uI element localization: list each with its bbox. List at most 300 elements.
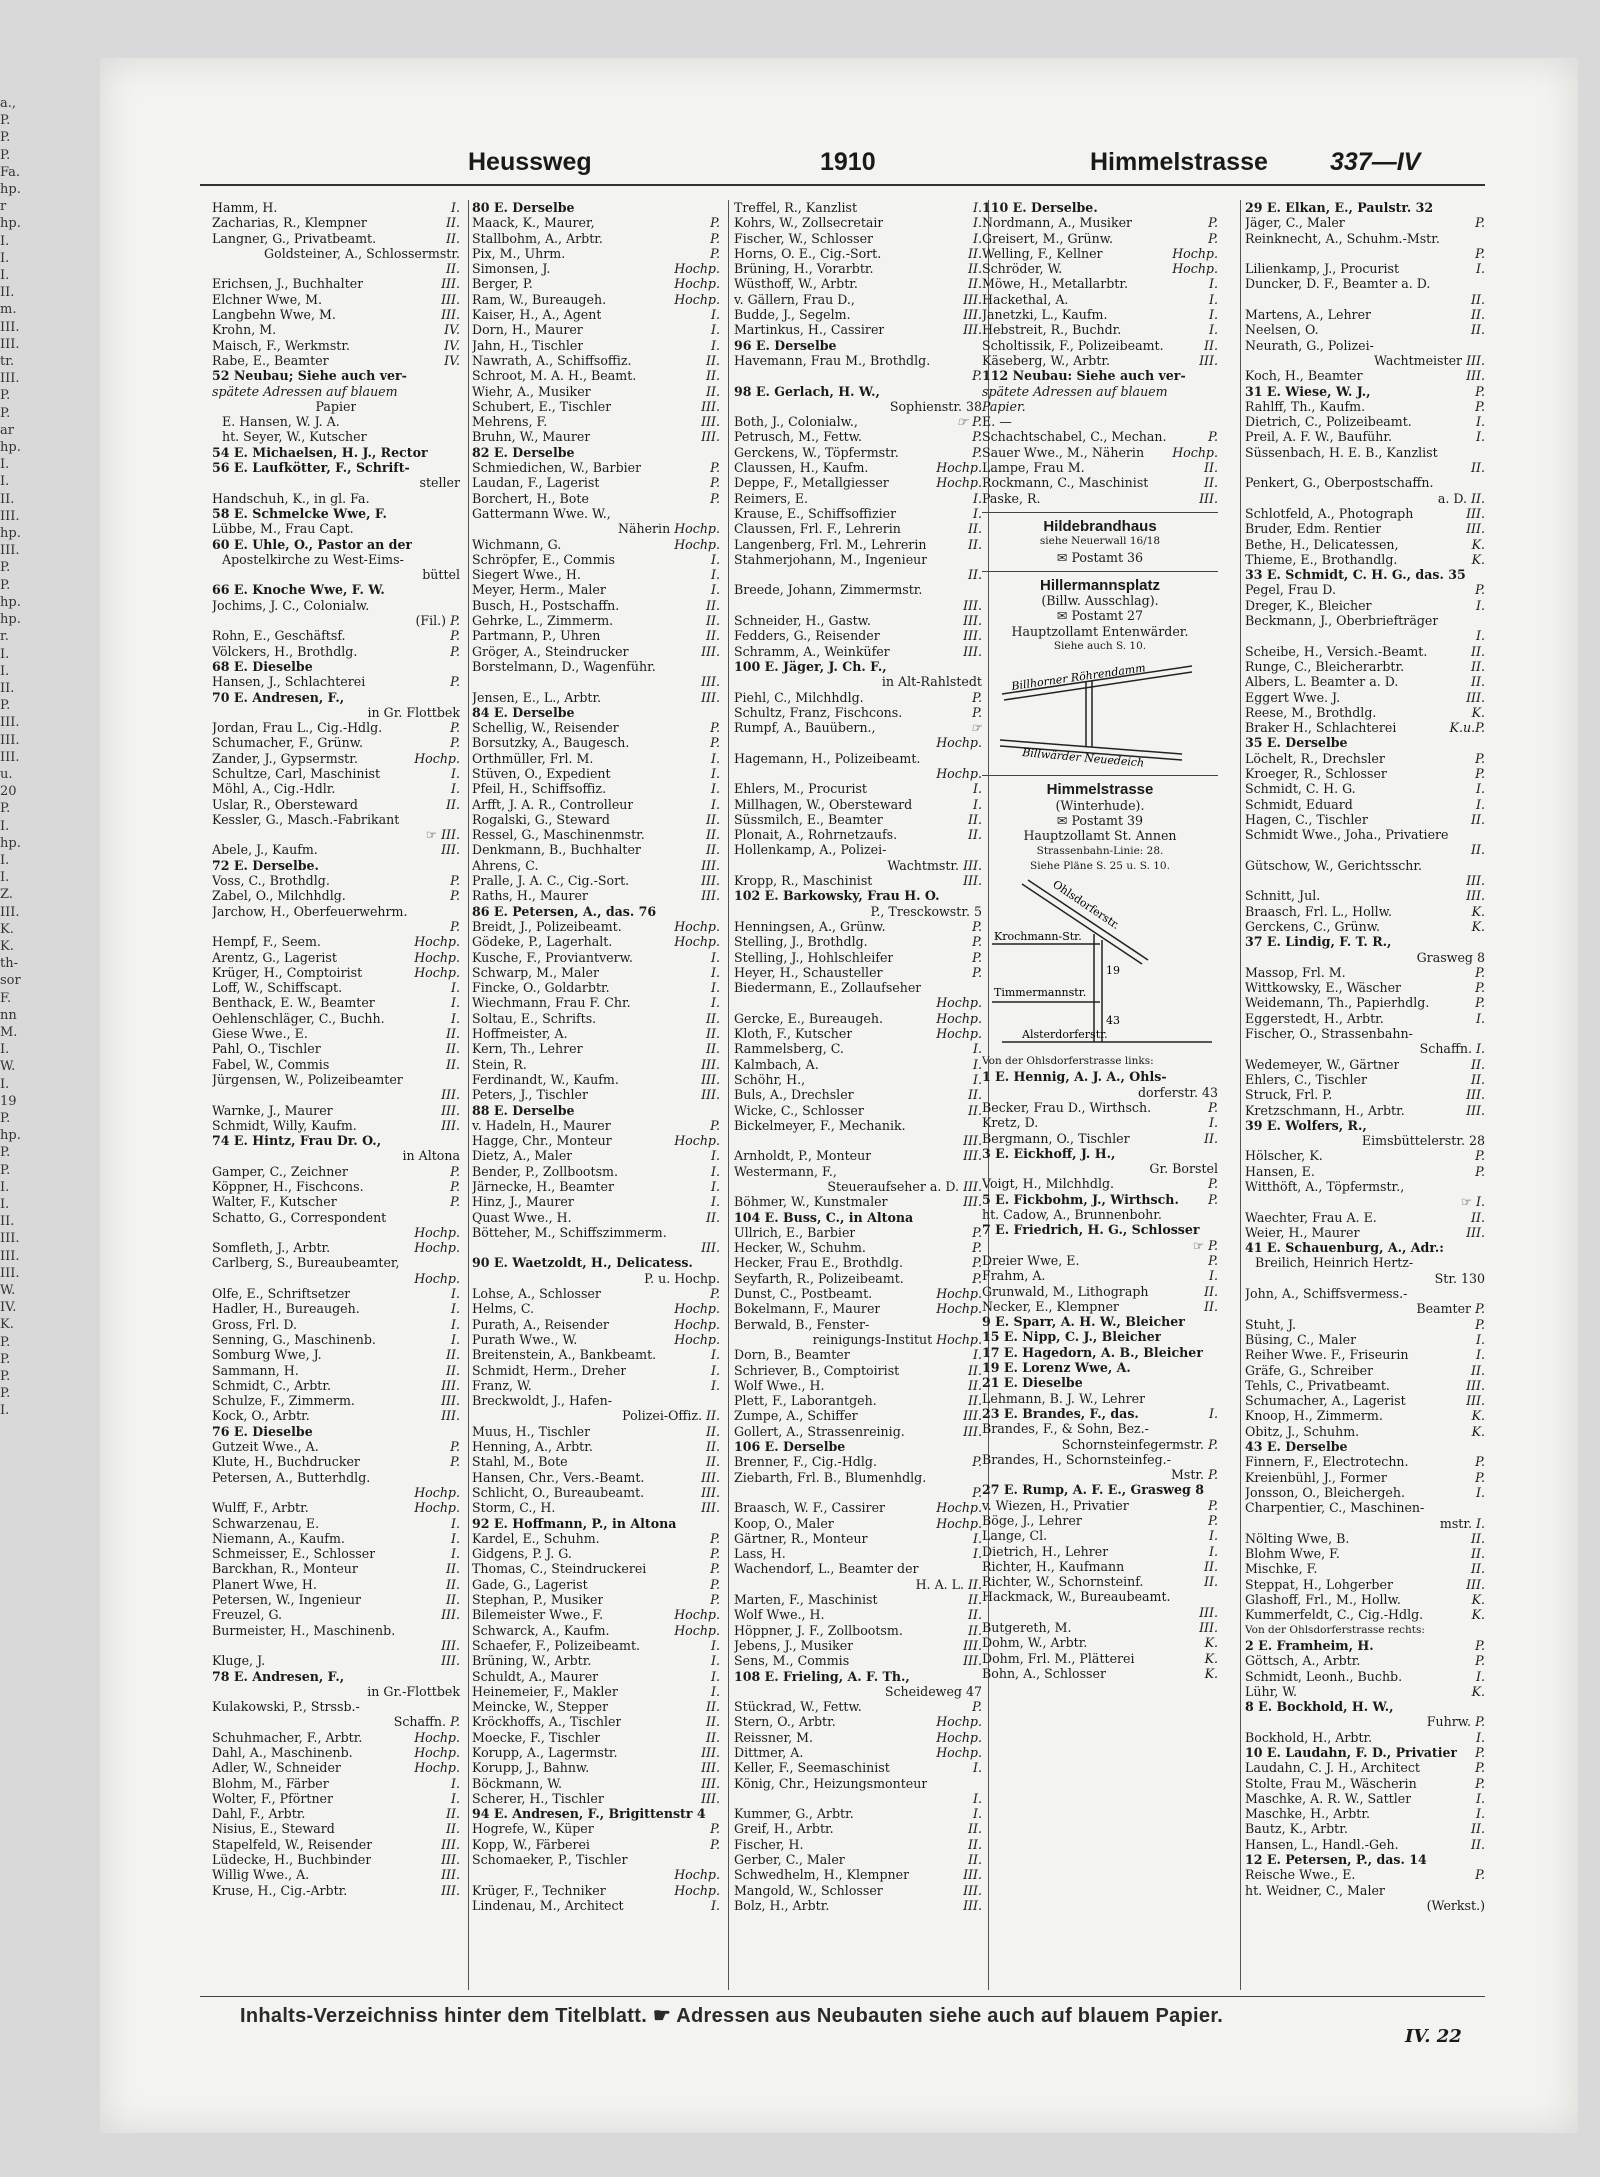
resident-entry: [472, 1393, 720, 1408]
resident-entry: [982, 322, 1218, 337]
resident-entry: [1245, 598, 1485, 613]
entry-text: Zumpe, A., Schiffer: [734, 1408, 858, 1424]
floor-marker: P.: [710, 460, 720, 476]
resident-entry: [1245, 368, 1485, 383]
margin-fragment: W.: [0, 1059, 16, 1075]
floor-marker: P.: [972, 429, 982, 445]
resident-entry: [982, 1513, 1218, 1528]
entry-text: Arfft, J. A. R., Controlleur: [472, 796, 634, 812]
entry-text: Gamper, C., Zeichner: [212, 1163, 348, 1179]
resident-entry: [472, 735, 720, 750]
entry-text: Zacharias, R., Klempner: [212, 215, 367, 231]
floor-marker: I.: [1476, 1515, 1485, 1531]
resident-entry: [212, 1730, 460, 1745]
entry-text: Eggerstedt, H., Arbtr.: [1245, 1010, 1384, 1026]
entry-text: Gerber, C., Maler: [734, 1852, 845, 1868]
floor-marker: P.: [450, 888, 460, 904]
entry-text: Brüning, H., Vorarbtr.: [734, 261, 874, 277]
resident-entry: [472, 307, 720, 322]
floor-marker: III.: [963, 1148, 982, 1164]
margin-fragment: III.: [0, 336, 20, 352]
resident-entry: [734, 781, 982, 796]
floor-marker: Hochp.: [414, 1744, 460, 1760]
entry-text: Schulze, F., Zimmerm.: [212, 1393, 355, 1409]
floor-marker: P.: [1208, 1513, 1218, 1528]
resident-entry: [212, 1240, 460, 1255]
resident-entry: [472, 215, 720, 230]
entry-text: Wachtmeister: [1374, 352, 1463, 368]
entry-text: Kummer, G., Arbtr.: [734, 1806, 854, 1822]
entry-text: Stelling, J., Hohlschleifer: [734, 949, 894, 965]
entry-text: Welling, F., Kellner: [982, 245, 1103, 261]
floor-marker: II.: [968, 567, 982, 583]
resident-entry: [212, 1194, 460, 1209]
entry-text: Horns, O. E., Cig.-Sort.: [734, 245, 882, 261]
map-street-label: 19: [1106, 964, 1120, 978]
floor-marker: II.: [1471, 1071, 1485, 1087]
house-entry: [1245, 1852, 1485, 1867]
entry-text: Purath Wwe., W.: [472, 1331, 578, 1347]
floor-marker: P.: [1475, 1148, 1485, 1164]
resident-entry: [212, 720, 460, 735]
floor-marker: II.: [968, 811, 982, 827]
resident-entry: [472, 690, 720, 705]
floor-marker: P.: [450, 720, 460, 736]
entry-text: 86 E. Petersen, A., das. 76: [472, 903, 657, 919]
resident-entry: [734, 1623, 982, 1638]
resident-entry: [212, 735, 460, 750]
entry-text: Göttsch, A., Arbtr.: [1245, 1653, 1361, 1669]
resident-entry: [212, 873, 460, 888]
resident-entry: [1245, 506, 1485, 521]
resident-entry: [212, 1041, 460, 1056]
entry-text: Henningsen, A., Grünw.: [734, 918, 886, 934]
resident-entry: [734, 720, 982, 735]
resident-entry: [212, 307, 460, 322]
resident-entry: [212, 1561, 460, 1576]
resident-entry: [982, 1651, 1218, 1666]
entry-text: Kardel, E., Schuhm.: [472, 1530, 600, 1546]
resident-entry: [734, 1653, 982, 1668]
floor-marker: P.: [450, 674, 460, 690]
resident-entry: [982, 859, 1218, 874]
floor-marker: P.: [1475, 1637, 1485, 1653]
resident-entry: [734, 231, 982, 246]
resident-entry: [1245, 1516, 1485, 1531]
resident-entry: [212, 1072, 460, 1087]
resident-entry: [982, 1589, 1218, 1604]
entry-text: Brandes, F., & Sohn, Bez.-: [982, 1421, 1149, 1437]
resident-entry: [472, 1867, 720, 1882]
entry-text: Apostelkirche zu West-Eims-: [222, 551, 404, 567]
resident-entry: [734, 904, 982, 919]
entry-text: Reimers, E.: [734, 490, 809, 506]
entry-text: Voss, C., Brothdlg.: [212, 873, 330, 889]
resident-entry: [212, 1546, 460, 1561]
entry-text: Hamm, H.: [212, 200, 278, 215]
entry-text: Schaffn.: [1419, 1041, 1473, 1057]
floor-marker: II.: [706, 1699, 720, 1715]
house-entry: [982, 1222, 1218, 1237]
floor-marker: I.: [973, 200, 982, 215]
margin-fragment: II.: [0, 1214, 15, 1230]
resident-entry: [212, 797, 460, 812]
entry-text: Bruder, Edm. Rentier: [1245, 521, 1382, 537]
resident-entry: [212, 1332, 460, 1347]
resident-entry: [982, 1238, 1218, 1253]
resident-entry: [734, 644, 982, 659]
resident-entry: [472, 399, 720, 414]
entry-text: ☞: [425, 827, 438, 843]
entry-text: Ziebarth, Frl. B., Blumenhdlg.: [734, 1469, 927, 1485]
margin-fragment: I.: [0, 1403, 10, 1419]
house-entry: [1245, 735, 1485, 750]
house-entry: [212, 858, 460, 873]
entry-text: Kropp, R., Maschinist: [734, 873, 873, 889]
map-street-label: Timmermannstr.: [994, 986, 1087, 1000]
resident-entry: [1245, 873, 1485, 888]
floor-marker: II.: [1471, 658, 1485, 674]
floor-marker: P.: [1475, 1653, 1485, 1669]
floor-marker: I.: [1476, 1729, 1485, 1745]
house-entry: [212, 460, 460, 475]
resident-entry: [472, 353, 720, 368]
floor-marker: II.: [1471, 1821, 1485, 1837]
entry-text: Claussen, Frl. F., Lehrerin: [734, 521, 901, 537]
floor-marker: II.: [1204, 475, 1218, 491]
resident-entry: [212, 1638, 460, 1653]
floor-marker: Hochp.: [1172, 261, 1218, 277]
entry-text: 106 E. Derselbe: [734, 1439, 846, 1455]
floor-marker: II.: [706, 1729, 720, 1745]
floor-marker: I.: [451, 1515, 460, 1531]
house-entry: [982, 1146, 1218, 1161]
entry-text: Bockhold, H., Arbtr.: [1245, 1729, 1373, 1745]
resident-entry: [734, 1607, 982, 1622]
floor-marker: Hochp.: [936, 735, 982, 751]
resident-entry: [982, 828, 1218, 843]
resident-entry: [212, 1210, 460, 1225]
floor-marker: II.: [1471, 1362, 1485, 1378]
entry-text: Becker, Frau D., Wirthsch.: [982, 1099, 1152, 1115]
resident-entry: [1245, 231, 1485, 246]
entry-text: Neurath, G., Polizei-: [1245, 337, 1374, 353]
entry-text: Martens, A., Lehrer: [1245, 307, 1372, 323]
resident-entry: [472, 980, 720, 995]
entry-text: Gade, G., Lagerist: [472, 1576, 588, 1592]
entry-text: 74 E. Hintz, Frau Dr. O.,: [212, 1133, 382, 1149]
floor-marker: P.: [710, 1546, 720, 1562]
floor-marker: P.: [972, 704, 982, 720]
floor-marker: Hochp.: [414, 1270, 460, 1286]
entry-text: Obitz, J., Schuhm.: [1245, 1423, 1360, 1439]
entry-text: Pegel, Frau D.: [1245, 582, 1336, 598]
margin-fragment: I.: [0, 474, 10, 490]
floor-marker: Hochp.: [674, 276, 720, 292]
entry-text: Schmidt, Leonh., Buchb.: [1245, 1668, 1403, 1684]
resident-entry: [212, 1745, 460, 1760]
resident-entry: [982, 1666, 1218, 1681]
entry-text: Simonsen, J.: [472, 261, 551, 277]
margin-fragment: tr.: [0, 354, 15, 370]
entry-text: Dittmer, A.: [734, 1744, 804, 1760]
resident-entry: [212, 1026, 460, 1041]
floor-marker: I.: [711, 307, 720, 323]
entry-text: Maisch, F., Werkmstr.: [212, 337, 350, 353]
entry-text: Hauptzollamt St. Annen: [1023, 828, 1177, 844]
floor-marker: I.: [1476, 1331, 1485, 1347]
entry-text: Pahl, O., Tischler: [212, 1041, 321, 1057]
resident-entry: [734, 475, 982, 490]
resident-entry: [734, 1714, 982, 1729]
floor-marker: I.: [1476, 1790, 1485, 1806]
margin-fragment: P.: [0, 1110, 11, 1126]
entry-text: Schornsteinfegermstr.: [1061, 1436, 1205, 1452]
entry-text: Kohrs, W., Zollsecretair: [734, 215, 884, 231]
resident-entry: [472, 1531, 720, 1546]
section-rule: [982, 775, 1218, 776]
resident-entry: [1245, 1378, 1485, 1393]
house-entry: [472, 1103, 720, 1118]
floor-marker: II.: [446, 1561, 460, 1577]
floor-marker: P.: [1475, 1775, 1485, 1791]
resident-entry: [212, 995, 460, 1010]
entry-text: Both, J., Colonialw.,: [734, 414, 858, 430]
resident-entry: [734, 1347, 982, 1362]
resident-entry: [472, 995, 720, 1010]
entry-text: Hildebrandhaus: [1043, 518, 1157, 535]
entry-text: Olfe, E., Schriftsetzer: [212, 1286, 351, 1302]
entry-text: Langner, G., Privatbeamt.: [212, 230, 377, 246]
entry-text: Bautz, K., Arbtr.: [1245, 1821, 1348, 1837]
entry-text: 31 E. Wiese, W. J.,: [1245, 383, 1371, 399]
entry-text: Klute, H., Buchdrucker: [212, 1454, 360, 1470]
entry-text: Busch, H., Postschaffn.: [472, 597, 620, 613]
floor-marker: P.: [450, 1163, 460, 1179]
entry-text: Dahl, A., Maschinenb.: [212, 1744, 353, 1760]
floor-marker: P.: [1475, 964, 1485, 980]
entry-text: Schöhr, H.,: [734, 1071, 806, 1087]
entry-text: Thomas, C., Steindruckerei: [472, 1561, 647, 1577]
house-entry: [734, 1210, 982, 1225]
resident-entry: [212, 491, 460, 506]
floor-marker: P.: [972, 964, 982, 980]
entry-text: Planert Wwe, H.: [212, 1576, 317, 1592]
entry-text: Willig Wwe., A.: [212, 1867, 310, 1883]
resident-entry: [472, 766, 720, 781]
entry-text: Orthmüller, Frl. M.: [472, 750, 594, 766]
floor-marker: III.: [963, 597, 982, 613]
resident-entry: [212, 1623, 460, 1638]
resident-entry: [734, 980, 982, 995]
floor-marker: II.: [1471, 307, 1485, 323]
floor-marker: Hochp.: [414, 949, 460, 965]
floor-marker: I.: [451, 1790, 460, 1806]
floor-marker: I.: [711, 1377, 720, 1393]
entry-text: steller: [419, 475, 460, 491]
entry-text: 76 E. Dieselbe: [212, 1423, 313, 1439]
resident-entry: [734, 1332, 982, 1347]
entry-text: Lindenau, M., Architect: [472, 1897, 624, 1913]
floor-marker: Hochp.: [674, 1133, 720, 1149]
resident-entry: [472, 950, 720, 965]
entry-text: Nölting Wwe, B.: [1245, 1530, 1350, 1546]
resident-entry: [982, 550, 1218, 565]
entry-text: Ehlers, M., Procurist: [734, 781, 867, 797]
resident-entry: [1245, 1087, 1485, 1102]
resident-entry: [1245, 445, 1485, 460]
floor-marker: P.: [972, 1255, 982, 1271]
house-entry: [212, 659, 460, 674]
floor-marker: II.: [968, 827, 982, 843]
entry-text: Lüdecke, H., Buchbinder: [212, 1852, 372, 1868]
floor-marker: Hochp.: [936, 1729, 982, 1745]
floor-marker: Hochp.: [414, 1729, 460, 1745]
floor-marker: Hochp.: [936, 765, 982, 781]
entry-text: Stallbohm, A., Arbtr.: [472, 230, 603, 246]
floor-marker: Hochp.: [936, 1026, 982, 1042]
floor-marker: II.: [968, 1576, 982, 1592]
resident-entry: [472, 751, 720, 766]
resident-entry: [1245, 1210, 1485, 1225]
resident-entry: [982, 1054, 1218, 1069]
floor-marker: I.: [1476, 1484, 1485, 1500]
entry-text: 33 E. Schmidt, C. H. G., das. 35: [1245, 567, 1466, 583]
floor-marker: I.: [711, 1148, 720, 1164]
entry-text: Schmidt, Willy, Kaufm.: [212, 1117, 357, 1133]
entry-text: Schmidt Wwe., Joha., Privatiere: [1245, 827, 1449, 843]
resident-entry: [212, 812, 460, 827]
entry-text: Papier: [315, 398, 357, 414]
floor-marker: II.: [1204, 1574, 1218, 1590]
floor-marker: P.: [1208, 1237, 1218, 1253]
floor-marker: III.: [701, 857, 720, 873]
house-entry: [982, 368, 1218, 383]
floor-marker: P.: [1475, 750, 1485, 766]
floor-marker: P.: [1475, 1714, 1485, 1730]
floor-marker: P.: [972, 1484, 982, 1500]
resident-entry: [472, 919, 720, 934]
resident-entry: [472, 1210, 720, 1225]
resident-entry: [212, 781, 460, 796]
resident-entry: [734, 445, 982, 460]
resident-entry: [982, 338, 1218, 353]
resident-entry: [734, 1133, 982, 1148]
resident-entry: [1245, 1393, 1485, 1408]
entry-text: Dahl, F., Arbtr.: [212, 1806, 306, 1822]
entry-text: 54 E. Michaelsen, H. J., Rector: [212, 444, 428, 460]
entry-text: Massop, Frl. M.: [1245, 964, 1346, 980]
entry-text: Maschke, A. R. W., Sattler: [1245, 1790, 1412, 1806]
resident-entry: [472, 1454, 720, 1469]
floor-marker: Hochp.: [936, 1010, 982, 1026]
floor-marker: I.: [711, 1668, 720, 1684]
resident-entry: [1245, 1301, 1485, 1316]
floor-marker: I.: [1476, 796, 1485, 812]
entry-text: Pfeil, H., Schiffsoffiz.: [472, 781, 607, 797]
entry-text: Bötteher, M., Schiffszimmerm.: [472, 1224, 667, 1240]
entry-text: Schultz, Franz, Fischcons.: [734, 704, 903, 720]
floor-marker: Hochp.: [414, 1224, 460, 1240]
floor-marker: II.: [968, 261, 982, 277]
floor-marker: II.: [968, 536, 982, 552]
entry-text: Stelling, J., Brothdlg.: [734, 934, 868, 950]
resident-entry: [472, 475, 720, 490]
floor-marker: P.: [972, 368, 982, 384]
entry-text: Handschuh, K., in gl. Fa.: [212, 490, 370, 506]
resident-entry: [1245, 751, 1485, 766]
floor-marker: I.: [973, 505, 982, 521]
resident-entry: [472, 414, 720, 429]
entry-text: Höppner, J. F., Zollbootsm.: [734, 1622, 903, 1638]
entry-text: Hinz, J., Maurer: [472, 1194, 574, 1210]
margin-fragment: I.: [0, 870, 10, 886]
margin-fragment: P.: [0, 1386, 11, 1402]
entry-text: 102 E. Barkowsky, Frau H. O.: [734, 888, 940, 904]
entry-text: Piehl, C., Milchhdlg.: [734, 689, 864, 705]
floor-marker: I.: [711, 796, 720, 812]
house-entry: [982, 1360, 1218, 1375]
floor-marker: I.: [973, 1071, 982, 1087]
floor-marker: I.: [711, 1179, 720, 1194]
resident-entry: [982, 414, 1218, 429]
entry-text: Fincke, O., Goldarbtr.: [472, 980, 610, 996]
resident-entry: [1245, 322, 1485, 337]
resident-entry: [472, 1745, 720, 1760]
entry-text: 17 E. Hagedorn, A. B., Bleicher: [982, 1344, 1203, 1360]
resident-entry: [982, 1299, 1218, 1314]
floor-marker: II.: [968, 1592, 982, 1608]
entry-text: Strassenbahn-Linie: 28.: [1036, 844, 1164, 857]
resident-entry: [734, 1852, 982, 1867]
resident-entry: [212, 1011, 460, 1026]
floor-marker: P.: [972, 918, 982, 934]
entry-text: Jarchow, H., Oberfeuerwehrm.: [212, 903, 408, 919]
house-entry: [212, 1424, 460, 1439]
entry-text: Breidt, J., Polizeibeamt.: [472, 918, 622, 934]
entry-text: 35 E. Derselbe: [1245, 735, 1348, 751]
entry-text: Rumpf, A., Bauübern.,: [734, 720, 876, 736]
entry-text: Giese Wwe., E.: [212, 1026, 308, 1042]
entry-text: Hansen, L., Handl.-Geh.: [1245, 1836, 1399, 1852]
resident-entry: [472, 1684, 720, 1699]
entry-text: Lampe, Frau M.: [982, 460, 1085, 476]
entry-text: Borsutzky, A., Baugesch.: [472, 735, 630, 751]
floor-marker: II.: [446, 1821, 460, 1837]
floor-marker: Hochp.: [936, 1331, 982, 1347]
resident-entry: [1245, 276, 1485, 291]
entry-text: Schröpfer, E., Commis: [472, 551, 616, 567]
entry-text: Storm, C., H.: [472, 1500, 556, 1516]
entry-text: 108 E. Frieling, A. F. Th.,: [734, 1668, 910, 1684]
floor-marker: II.: [968, 276, 982, 292]
floor-marker: I.: [1209, 1115, 1218, 1131]
entry-text: Heinemeier, F., Makler: [472, 1683, 618, 1699]
previous-page-edge: [0, 95, 24, 2005]
margin-fragment: m.: [0, 302, 17, 318]
entry-text: Koop, O., Maler: [734, 1515, 834, 1531]
resident-entry: [472, 1791, 720, 1806]
floor-marker: I.: [711, 1653, 720, 1669]
resident-entry: [1245, 1714, 1485, 1729]
floor-marker: I.: [973, 490, 982, 506]
entry-text: Lehmann, B. J. W., Lehrer: [982, 1390, 1146, 1406]
margin-fragment: III.: [0, 371, 20, 387]
floor-marker: II.: [968, 1852, 982, 1868]
floor-marker: I.: [711, 995, 720, 1011]
floor-marker: P.: [1208, 1252, 1218, 1268]
floor-marker: III.: [701, 674, 720, 690]
